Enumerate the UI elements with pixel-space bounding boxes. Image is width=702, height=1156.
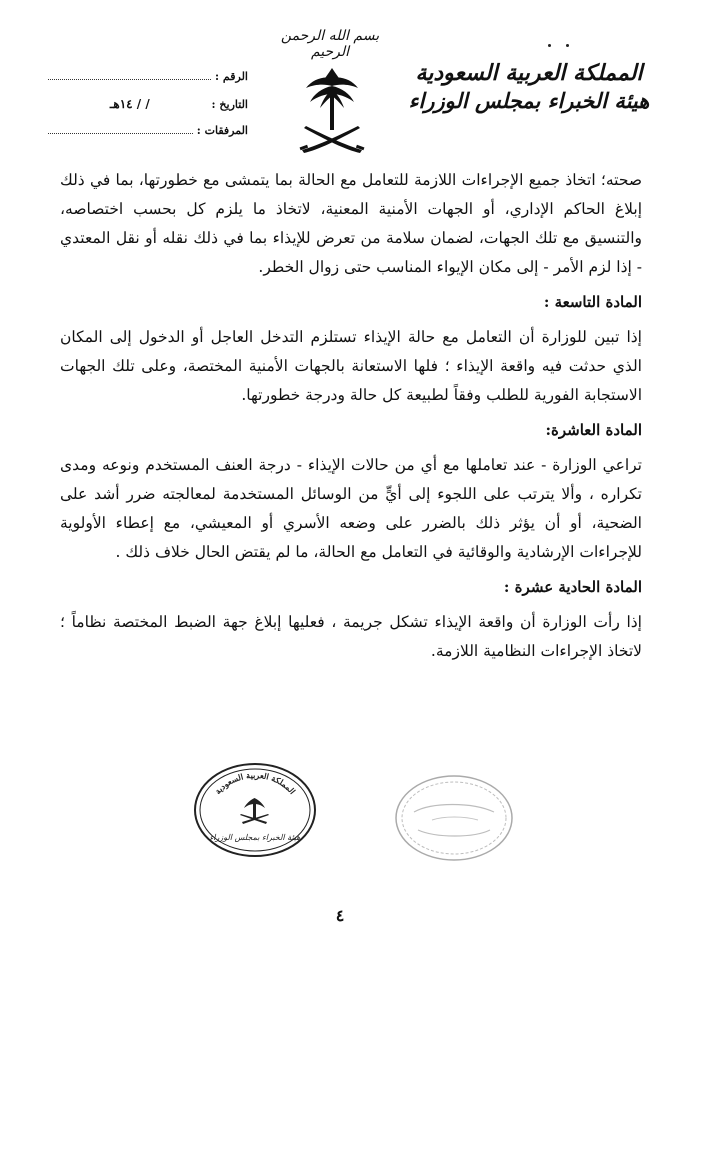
date-row [48,97,248,124]
kingdom-name: المملكة العربية السعودية [415,60,643,86]
page-number: ٤ [335,906,345,925]
palm-swords-emblem-icon [298,60,366,156]
corner-dot [566,44,569,47]
attachments-label: المرفقات : [196,124,248,137]
ref-number-row [48,70,248,97]
reference-block [48,70,248,151]
attachments-line [48,125,193,134]
faded-stamp-icon [392,772,517,864]
date-value: / / ١٤هـ [109,97,150,111]
svg-text:المملكة العربية السعودية [213,770,298,796]
government-header [394,60,664,114]
paragraph-continuation: صحته؛ اتخاذ جميع الإجراءات اللازمة للتعامل مع الحالة بما يتمشى مع خطورتها، بما في ذلك إبلاغ الحاكم الإداري، أو الجهات الأمنية المعنية، لاتخاذ ما يلزم كل بحسب اختصاصه، والتنسيق مع تلك الجهات، لضمان سلامة من تعرض للإيذاء بما في ذلك نقله أو نقل المعتدي - إذا لزم الأمر - إلى مكان الإيواء المناسب حتى زوال الخطر. [60,171,642,276]
official-seal-icon [190,760,320,860]
paragraph-article-9: إذا تبين للوزارة أن التعامل مع حالة الإيذاء تستلزم التدخل العاجل أو الدخول إلى المكان الذي حدثت فيه واقعة الإيذاء ؛ فلها الاستعانة بالجهات الأمنية المختصة، وعلى تلك الجهات الاستجابة الفورية للطلب وفقاً لطبيعة كل حالة ودرجة خطورتها. [60,328,642,404]
seal-ring-text: المملكة العربية السعودية [212,769,298,797]
basmala: بسم الله الرحمن الرحيم [280,28,380,60]
document-body [60,166,642,672]
article-heading: المادة العاشرة: [545,421,642,439]
paragraph-article-11: إذا رأت الوزارة أن واقعة الإيذاء تشكل جريمة ، فعليها إبلاغ جهة الضبط المختصة نظاماً ؛ لاتخاذ الإجراءات النظامية اللازمة. [60,613,642,660]
seal-inner-text: هيئة الخبراء بمجلس الوزراء [209,833,301,842]
paragraph-article-10: تراعي الوزارة - عند تعاملها مع أي من حالات الإيذاء - درجة العنف المستخدم ونوعه ومدى تكراره ، وألا يترتب على اللجوء إلى أيٍّ من الوسائل المستخدمة لمعالجته ضرر أشد على الضحية، أو أن يؤثر ذلك بالضرر على وضعه الأسري أو المعيشي، مع إعطاء الأولوية للإجراءات الإرشادية والوقائية في التعامل مع الحالة، ما لم يقتض الحال خلاف ذلك . [60,456,642,561]
corner-dot [548,44,551,47]
date-label: التاريخ : [211,98,248,111]
article-heading: المادة التاسعة : [543,293,642,311]
attachments-row [48,124,248,151]
article-heading: المادة الحادية عشرة : [503,578,642,596]
authority-name: هيئة الخبراء بمجلس الوزراء [408,87,650,113]
ref-number-line [48,71,211,80]
ref-number-label: الرقم : [215,70,248,83]
